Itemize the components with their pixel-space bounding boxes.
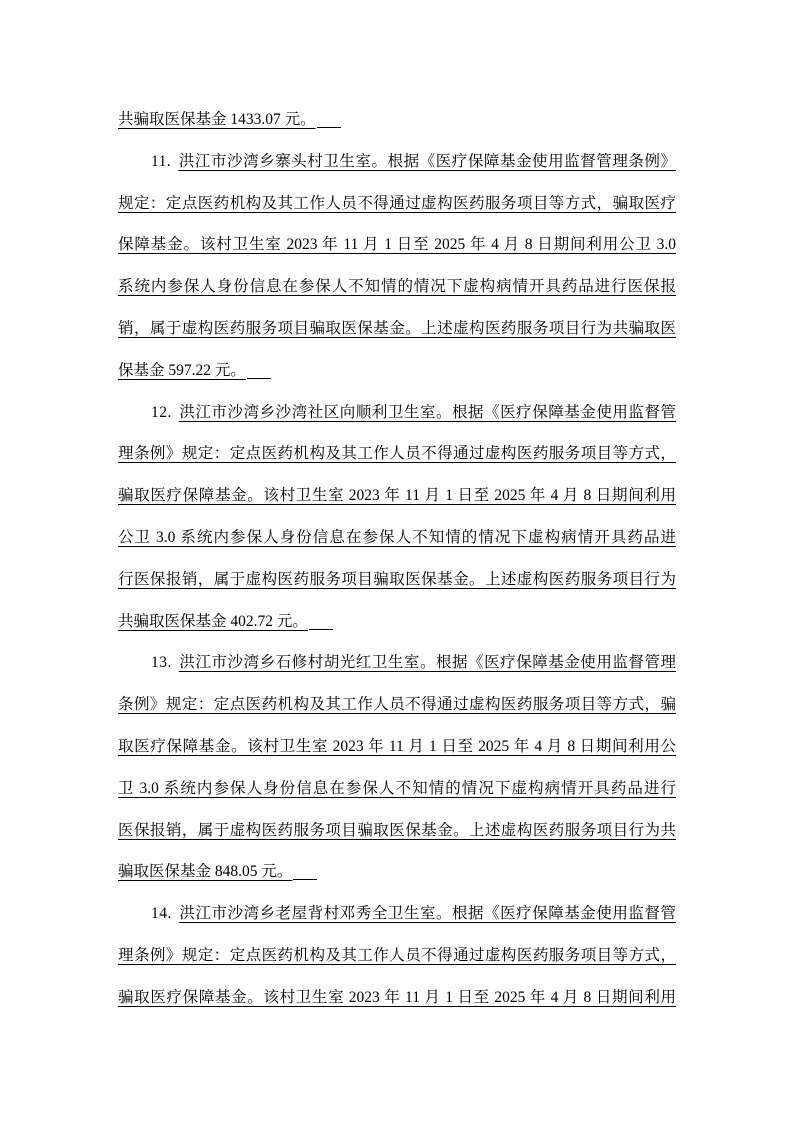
text-line — [118, 977, 676, 1019]
text-line — [118, 350, 676, 392]
line-text: 医保报销，属于虚构医药服务项目骗取医保基金。上述虚构医药服务项目行为共 — [118, 821, 676, 839]
text-line — [118, 433, 676, 475]
line-text: 洪江市沙湾乡沙湾社区向顺利卫生室。根据《医疗保障基金使用监督管 — [178, 403, 676, 421]
text-line — [118, 559, 676, 601]
line-text: 销，属于虚构医药服务项目骗取医保基金。上述虚构医药服务项目行为共骗取医 — [118, 319, 676, 337]
line-text: 保障基金。该村卫生室 2023 年 11 月 1 日至 2025 年 4 月 8 日期间利用公卫 3.0 — [118, 236, 676, 254]
text-line — [118, 601, 676, 643]
paragraph — [118, 99, 676, 141]
text-line — [118, 642, 676, 684]
line-text: 公卫 3.0 系统内参保人身份信息在参保人不知情的情况下虚构病情开具药品进 — [118, 528, 676, 546]
line-text: 洪江市沙湾乡老屋背村邓秀全卫生室。根据《医疗保障基金使用监督管 — [178, 905, 676, 923]
line-text: 规定：定点医药机构及其工作人员不得通过虚构医药服务项目等方式，骗取医疗 — [118, 194, 676, 212]
line-text: 保基金 597.22 元。 — [118, 361, 246, 379]
underline-tail — [309, 629, 333, 630]
underline-tail — [247, 378, 271, 379]
text-line — [118, 308, 676, 350]
underline-tail — [293, 879, 317, 880]
line-text: 骗取医保基金 848.05 元。 — [118, 863, 293, 881]
text-line — [118, 893, 676, 935]
text-line — [118, 475, 676, 517]
text-line — [118, 183, 676, 225]
text-line — [118, 141, 676, 183]
line-text: 理条例》规定：定点医药机构及其工作人员不得通过虚构医药服务项目等方式， — [118, 445, 676, 463]
line-text: 共骗取医保基金 402.72 元。 — [118, 612, 308, 630]
text-line — [118, 266, 676, 308]
line-text: 行医保报销，属于虚构医药服务项目骗取医保基金。上述虚构医药服务项目行为 — [118, 570, 676, 588]
text-line — [118, 392, 676, 434]
text-line — [118, 810, 676, 852]
text-line — [118, 726, 676, 768]
document-body — [118, 99, 676, 1019]
text-line — [118, 517, 676, 559]
text-line — [118, 935, 676, 977]
line-text: 条例》规定：定点医药机构及其工作人员不得通过虚构医药服务项目等方式，骗 — [118, 696, 676, 714]
line-text: 理条例》规定：定点医药机构及其工作人员不得通过虚构医药服务项目等方式， — [118, 946, 676, 964]
paragraph — [118, 392, 676, 643]
text-line — [118, 851, 676, 893]
text-line — [118, 99, 676, 141]
paragraph — [118, 642, 676, 893]
line-text: 卫 3.0 系统内参保人身份信息在参保人不知情的情况下虚构病情开具药品进行 — [118, 779, 676, 797]
line-text: 共骗取医保基金 1433.07 元。 — [118, 111, 316, 128]
line-text: 骗取医疗保障基金。该村卫生室 2023 年 11 月 1 日至 2025 年 4 月 8 日期间利用 — [118, 487, 676, 505]
text-line — [118, 224, 676, 266]
line-text: 取医疗保障基金。该村卫生室 2023 年 11 月 1 日至 2025 年 4 月 8 日期间利用公 — [118, 737, 676, 755]
line-text: 骗取医疗保障基金。该村卫生室 2023 年 11 月 1 日至 2025 年 4 月 8 日期间利用 — [118, 988, 676, 1006]
text-line — [118, 684, 676, 726]
line-text: 洪江市沙湾乡石修村胡光红卫生室。根据《医疗保障基金使用监督管理 — [178, 654, 676, 672]
line-text: 系统内参保人身份信息在参保人不知情的情况下虚构病情开具药品进行医保报 — [118, 278, 676, 296]
paragraph-number: 13. — [151, 654, 172, 672]
paragraph — [118, 141, 676, 392]
paragraph-number: 14. — [151, 905, 172, 923]
paragraph-number: 12. — [151, 403, 172, 421]
line-text: 洪江市沙湾乡寨头村卫生室。根据《医疗保障基金使用监督管理条例》 — [178, 152, 676, 170]
underline-tail — [317, 127, 341, 128]
paragraph — [118, 893, 676, 1018]
text-line — [118, 768, 676, 810]
paragraph-number: 11. — [151, 152, 172, 170]
